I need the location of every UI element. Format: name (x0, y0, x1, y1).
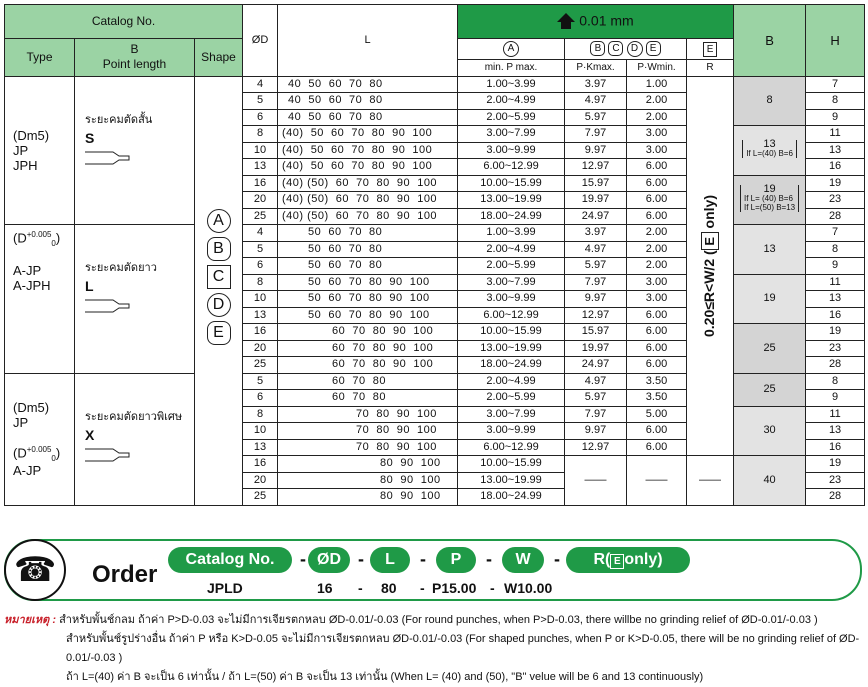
p-range-cell: 13.00~19.99 (458, 340, 565, 357)
cell-text: 13 (763, 242, 776, 255)
catalog-table (4, 4, 865, 506)
header-p-wmin: P·Wmin. (627, 60, 687, 77)
od-cell: 10 (243, 423, 278, 440)
h-cell: 11 (806, 274, 865, 291)
p-kmax-cell: 15.97 (565, 175, 627, 192)
od-cell: 16 (243, 175, 278, 192)
header-min-p-max: min. P max. (458, 60, 565, 77)
dash: - (554, 549, 560, 569)
p-kmax-cell: 19.97 (565, 340, 627, 357)
cell-text: (D (13, 445, 27, 461)
od-cell: 13 (243, 439, 278, 456)
od-cell: 16 (243, 324, 278, 341)
p-wmin-cell: 6.00 (627, 340, 687, 357)
b-value-cell (734, 225, 806, 275)
l-cell: 60 70 80 (278, 390, 458, 407)
p-wmin-cell: 2.00 (627, 93, 687, 110)
cell-text: +0.005 (26, 445, 52, 455)
header-p-kmax: P·Kmax. (565, 60, 627, 77)
od-cell: 5 (243, 373, 278, 390)
h-cell: 16 (806, 159, 865, 176)
h-cell: 9 (806, 109, 865, 126)
b-value-cell (734, 274, 806, 324)
od-cell: 5 (243, 93, 278, 110)
header-l: L (278, 5, 458, 77)
p-kmax-cell: 4.97 (565, 241, 627, 258)
cell-text: X (85, 426, 95, 443)
p-range-cell: 2.00~5.99 (458, 390, 565, 407)
p-wmin-cell: 3.00 (627, 291, 687, 308)
cell-text: JP (13, 142, 29, 158)
p-wmin-cell: 6.00 (627, 307, 687, 324)
p-range-cell: 6.00~12.99 (458, 307, 565, 324)
h-cell: 28 (806, 208, 865, 225)
p-wmin-cell: 2.00 (627, 258, 687, 275)
p-wmin-cell: —— (627, 456, 687, 506)
header-od: ØD (243, 5, 278, 77)
header-e: E (687, 39, 734, 60)
cell-text: ) (55, 230, 61, 246)
b-value-cell (734, 126, 806, 176)
p-range-cell: 18.00~24.99 (458, 208, 565, 225)
p-kmax-cell: 4.97 (565, 373, 627, 390)
type-cell (5, 76, 75, 225)
table-body (5, 76, 865, 505)
header-precision: 0.01 mm (458, 5, 734, 39)
cell-text: (Dm5) (13, 127, 50, 143)
shape-d-icon: D (207, 293, 231, 317)
od-cell: 10 (243, 142, 278, 159)
p-kmax-cell: 24.97 (565, 357, 627, 374)
p-range-cell: 2.00~5.99 (458, 109, 565, 126)
header-a: A (458, 39, 565, 60)
r-dash-cell: —— (687, 456, 734, 506)
p-range-cell: 3.00~9.99 (458, 142, 565, 159)
cell-text: A-JP (13, 462, 42, 478)
l-cell: 40 50 60 70 80 (278, 109, 458, 126)
p-wmin-cell: 6.00 (627, 192, 687, 209)
cell-text: (Dm5) (13, 400, 50, 416)
cell-text: JPH (13, 157, 38, 173)
h-cell: 7 (806, 76, 865, 93)
h-cell: 13 (806, 142, 865, 159)
p-range-cell: 13.00~19.99 (458, 192, 565, 209)
p-range-cell: 6.00~12.99 (458, 439, 565, 456)
cell-text: E (701, 232, 719, 250)
note-line-2: สำหรับพั้นช์รูปร่างอื่น ถ้าค่า P หรือ K>D-0.05 จะไม่มีการเจียรตกหลบ ØD-0.01/-0.03 (For shaped punches, when P or K>D-0.05, there will be no grinding relief of ØD-0.01/-0.03 ) (66, 633, 860, 664)
p-range-cell: 3.00~7.99 (458, 126, 565, 143)
l-cell: 40 50 60 70 80 (278, 93, 458, 110)
dash: - (420, 549, 426, 569)
h-cell: 19 (806, 324, 865, 341)
point-length-cell (75, 373, 195, 505)
table-row (5, 373, 865, 390)
cell-text: 8 (766, 94, 773, 107)
type-cell (5, 225, 75, 374)
cell-text: 30 (763, 424, 776, 437)
od-cell: 5 (243, 241, 278, 258)
l-cell: 50 60 70 80 (278, 258, 458, 275)
l-cell: 60 70 80 (278, 373, 458, 390)
r-pill: R( E only) (566, 547, 690, 573)
od-cell: 16 (243, 456, 278, 473)
cell-text: 0 (51, 453, 56, 463)
p-range-cell: 10.00~15.99 (458, 175, 565, 192)
example-d: 16 (317, 580, 333, 596)
notes (4, 611, 864, 687)
l-cell: 60 70 80 90 100 (278, 340, 458, 357)
l-cell: (40) 50 60 70 80 90 100 (278, 142, 458, 159)
p-kmax-cell: 9.97 (565, 291, 627, 308)
b-value-cell (734, 406, 806, 456)
dash: - (300, 549, 306, 569)
cell-text: only) (701, 194, 718, 233)
p-kmax-cell: 7.97 (565, 126, 627, 143)
p-range-cell: 3.00~9.99 (458, 423, 565, 440)
p-kmax-cell: 5.97 (565, 258, 627, 275)
p-kmax-cell: 9.97 (565, 423, 627, 440)
p-kmax-cell: 12.97 (565, 159, 627, 176)
order-title: Order (92, 561, 158, 588)
l-cell: 70 80 90 100 (278, 423, 458, 440)
p-wmin-cell: 3.00 (627, 126, 687, 143)
od-cell: 20 (243, 472, 278, 489)
table-row (5, 76, 865, 93)
dash: - (358, 549, 364, 569)
p-kmax-cell: 5.97 (565, 390, 627, 407)
cell-text: 19 (763, 182, 776, 195)
p-range-cell: 10.00~15.99 (458, 324, 565, 341)
p-wmin-cell: 5.00 (627, 406, 687, 423)
header-catalog-no: Catalog No. (5, 5, 243, 39)
p-wmin-cell: 6.00 (627, 324, 687, 341)
l-cell: 40 50 60 70 80 (278, 76, 458, 93)
l-cell: (40) 50 60 70 80 90 100 (278, 126, 458, 143)
od-cell: 4 (243, 225, 278, 242)
example-w: W10.00 (504, 580, 553, 596)
point-length-cell (75, 76, 195, 225)
p-wmin-cell: 6.00 (627, 439, 687, 456)
p-wmin-cell: 6.00 (627, 423, 687, 440)
h-cell: 11 (806, 406, 865, 423)
cell-text: If L=(40) B=6 (746, 148, 793, 158)
dash: - (486, 549, 492, 569)
cell-text: A-JPH (13, 277, 51, 293)
l-pill: L (370, 547, 410, 573)
od-cell: 25 (243, 357, 278, 374)
p-kmax-cell: 15.97 (565, 324, 627, 341)
od-cell: 4 (243, 76, 278, 93)
p-range-cell: 6.00~12.99 (458, 159, 565, 176)
p-wmin-cell: 3.50 (627, 390, 687, 407)
header-type: Type (5, 39, 75, 77)
p-kmax-cell: 12.97 (565, 439, 627, 456)
p-wmin-cell: 2.00 (627, 109, 687, 126)
h-cell: 23 (806, 472, 865, 489)
p-range-cell: 3.00~7.99 (458, 274, 565, 291)
shape-a-icon: A (207, 209, 231, 233)
od-pill: ØD (308, 547, 350, 573)
p-kmax-cell: 4.97 (565, 93, 627, 110)
od-cell: 13 (243, 307, 278, 324)
arrow-up-icon (557, 13, 575, 22)
cell-text: 19 (763, 292, 776, 305)
p-wmin-cell: 3.50 (627, 373, 687, 390)
cell-text: (D (13, 230, 27, 246)
l-cell: 50 60 70 80 90 100 (278, 291, 458, 308)
p-range-cell: 3.00~7.99 (458, 406, 565, 423)
cell-text: If L=(50) B=13 (743, 202, 796, 212)
h-cell: 8 (806, 241, 865, 258)
h-cell: 28 (806, 357, 865, 374)
l-cell: 50 60 70 80 (278, 225, 458, 242)
h-cell: 19 (806, 456, 865, 473)
p-kmax-cell: 12.97 (565, 307, 627, 324)
cell-text (742, 137, 797, 158)
p-wmin-cell: 2.00 (627, 225, 687, 242)
h-cell: 23 (806, 192, 865, 209)
p-kmax-cell: 19.97 (565, 192, 627, 209)
b-value-cell (734, 324, 806, 374)
l-cell: 70 80 90 100 (278, 406, 458, 423)
p-wmin-cell: 6.00 (627, 175, 687, 192)
p-range-cell: 1.00~3.99 (458, 76, 565, 93)
l-cell: (40) (50) 60 70 80 90 100 (278, 208, 458, 225)
p-kmax-cell: 3.97 (565, 225, 627, 242)
p-wmin-cell: 2.00 (627, 241, 687, 258)
od-cell: 6 (243, 109, 278, 126)
cell-text: 0 (51, 238, 56, 248)
p-range-cell: 1.00~3.99 (458, 225, 565, 242)
h-cell: 13 (806, 291, 865, 308)
h-cell: 19 (806, 175, 865, 192)
example-dash: - (358, 580, 363, 596)
example-l: 80 (381, 580, 397, 596)
header-h: H (806, 5, 865, 77)
cell-text: L (85, 278, 94, 294)
od-cell: 6 (243, 258, 278, 275)
h-cell: 9 (806, 390, 865, 407)
example-catalog: JPLD (207, 580, 243, 596)
l-cell: 60 70 80 90 100 (278, 324, 458, 341)
example-dash: - (490, 580, 495, 596)
h-cell: 7 (806, 225, 865, 242)
cell-text: +0.005 (26, 229, 52, 239)
od-cell: 13 (243, 159, 278, 176)
catalog-no-pill: Catalog No. (168, 547, 292, 573)
l-cell: 80 90 100 (278, 472, 458, 489)
od-cell: 20 (243, 340, 278, 357)
header-b: B (734, 5, 806, 77)
point-length-cell (75, 225, 195, 374)
p-range-cell: 2.00~4.99 (458, 93, 565, 110)
p-kmax-cell: 5.97 (565, 109, 627, 126)
p-range-cell: 10.00~15.99 (458, 456, 565, 473)
p-range-cell: 2.00~5.99 (458, 258, 565, 275)
shape-c-icon: C (207, 265, 231, 289)
p-wmin-cell: 6.00 (627, 357, 687, 374)
cell-text: 25 (763, 341, 776, 354)
example-dash: - (420, 580, 425, 596)
type-cell (5, 373, 75, 505)
cell-text (740, 182, 799, 212)
od-cell: 25 (243, 489, 278, 506)
header-shape: Shape (195, 39, 243, 77)
p-kmax-cell: 7.97 (565, 406, 627, 423)
order-bar (4, 539, 862, 601)
cell-text: 25 (763, 383, 776, 395)
cell-text: If L= (40) B=6 (743, 193, 793, 203)
cell-text: A-JP (13, 262, 42, 278)
h-cell: 13 (806, 423, 865, 440)
cell-text: 13 (763, 137, 776, 150)
h-cell: 9 (806, 258, 865, 275)
p-wmin-cell: 6.00 (627, 208, 687, 225)
w-pill: W (502, 547, 544, 573)
od-cell: 20 (243, 192, 278, 209)
od-cell: 8 (243, 126, 278, 143)
b-value-cell (734, 175, 806, 225)
l-cell: 50 60 70 80 90 100 (278, 307, 458, 324)
p-wmin-cell: 6.00 (627, 159, 687, 176)
od-cell: 6 (243, 390, 278, 407)
h-cell: 8 (806, 93, 865, 110)
l-cell: (40) 50 60 70 80 90 100 (278, 159, 458, 176)
p-range-cell: 18.00~24.99 (458, 357, 565, 374)
l-cell: (40) (50) 60 70 80 90 100 (278, 192, 458, 209)
l-cell: (40) (50) 60 70 80 90 100 (278, 175, 458, 192)
note-line-1: หมายเหตุ : สำหรับพั้นช์กลม ถ้าค่า P>D-0.03 จะไม่มีการเจียรตกหลบ ØD-0.01/-0.03 (For round punches, when P>D-0.03, there willbe no grinding relief of ØD-0.01/-0.03 ) (4, 614, 818, 626)
h-cell: 8 (806, 373, 865, 390)
cell-text: ระยะคมตัดยาว (85, 262, 157, 274)
shape-b-icon: B (207, 237, 231, 261)
l-cell: 80 90 100 (278, 489, 458, 506)
p-range-cell: 3.00~9.99 (458, 291, 565, 308)
header-bcde: B C D E (565, 39, 687, 60)
p-range-cell: 13.00~19.99 (458, 472, 565, 489)
table-row (5, 225, 865, 242)
punch-tip-icon (85, 148, 145, 168)
l-cell: 80 90 100 (278, 456, 458, 473)
p-wmin-cell: 3.00 (627, 142, 687, 159)
p-wmin-cell: 3.00 (627, 274, 687, 291)
r-range-cell (687, 76, 734, 456)
cell-text (701, 195, 719, 337)
h-cell: 23 (806, 340, 865, 357)
od-cell: 8 (243, 274, 278, 291)
p-range-cell: 18.00~24.99 (458, 489, 565, 506)
h-cell: 16 (806, 307, 865, 324)
l-cell: 60 70 80 90 100 (278, 357, 458, 374)
example-p: P15.00 (432, 580, 477, 596)
phone-icon: ☎ (4, 539, 66, 601)
p-range-cell: 2.00~4.99 (458, 373, 565, 390)
h-cell: 16 (806, 439, 865, 456)
header-b-point-length: B Point length (75, 39, 195, 77)
l-cell: 50 60 70 80 (278, 241, 458, 258)
note-line-3: ถ้า L=(40) ค่า B จะเป็น 6 เท่านั้น / ถ้า L=(50) ค่า B จะเป็น 13 เท่านั้น (When L= (40) and (50), "B" velue will be 6 and 13 continuously) (66, 671, 704, 683)
l-cell: 70 80 90 100 (278, 439, 458, 456)
shape-e-icon: E (207, 321, 231, 345)
p-range-cell: 2.00~4.99 (458, 241, 565, 258)
punch-tip-icon (85, 296, 145, 316)
od-cell: 10 (243, 291, 278, 308)
b-value-cell (734, 76, 806, 126)
shape-cell (195, 76, 243, 505)
punch-tip-icon (85, 445, 145, 465)
cell-text: 0.20≤R<W/2 ( (701, 250, 718, 337)
od-cell: 25 (243, 208, 278, 225)
p-wmin-cell: 1.00 (627, 76, 687, 93)
p-kmax-cell: —— (565, 456, 627, 506)
cell-text: ระยะคมตัดยาวพิเศษ (85, 410, 183, 423)
b-value-cell (734, 456, 806, 506)
p-kmax-cell: 3.97 (565, 76, 627, 93)
h-cell: 28 (806, 489, 865, 506)
l-cell: 50 60 70 80 90 100 (278, 274, 458, 291)
cell-text: S (85, 129, 95, 146)
cell-text: JP (13, 415, 29, 431)
p-kmax-cell: 24.97 (565, 208, 627, 225)
od-cell: 8 (243, 406, 278, 423)
cell-text: 40 (763, 473, 776, 486)
b-value-cell (734, 373, 806, 406)
h-cell: 11 (806, 126, 865, 143)
p-kmax-cell: 9.97 (565, 142, 627, 159)
header-r: R (687, 60, 734, 77)
p-pill: P (436, 547, 476, 573)
cell-text: ระยะคมตัดสั้น (85, 113, 153, 126)
cell-text: ) (55, 445, 61, 461)
p-kmax-cell: 7.97 (565, 274, 627, 291)
